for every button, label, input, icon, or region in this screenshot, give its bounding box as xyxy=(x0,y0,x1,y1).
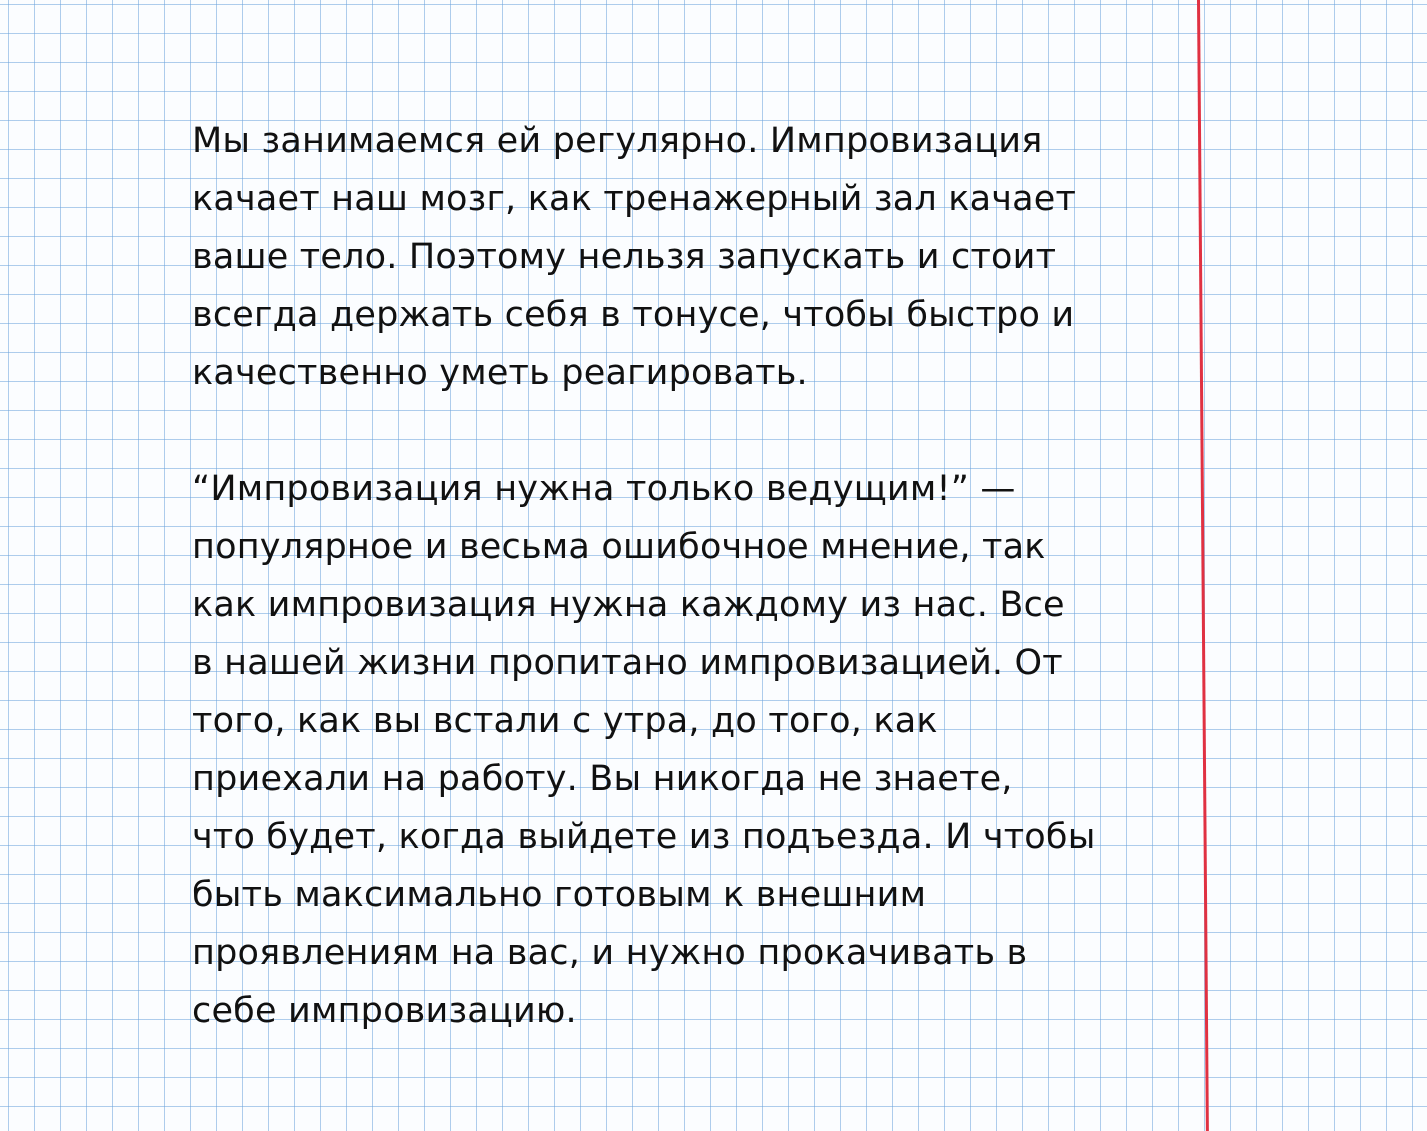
text-line: Мы занимаемся ей регулярно. Импровизация xyxy=(192,121,1043,161)
paragraph-1 xyxy=(192,112,1192,402)
text-line: себе импровизацию. xyxy=(192,991,577,1031)
text-line: популярное и весьма ошибочное мнение, так xyxy=(192,527,1046,567)
text-line: проявлениям на вас, и нужно прокачивать в xyxy=(192,933,1028,973)
text-line: того, как вы встали с утра, до того, как xyxy=(192,701,938,741)
paragraph-2 xyxy=(192,460,1192,1040)
text-line: быть максимально готовым к внешним xyxy=(192,875,927,915)
text-line: в нашей жизни пропитано импровизацией. От xyxy=(192,643,1063,683)
text-line: приехали на работу. Вы никогда не знаете, xyxy=(192,759,1013,799)
text-line: “Импровизация нужна только ведущим!” — xyxy=(192,469,1016,509)
text-line: качественно уметь реагировать. xyxy=(192,353,808,393)
text-line: как импровизация нужна каждому из нас. Все xyxy=(192,585,1065,625)
text-line: всегда держать себя в тонусе, чтобы быстро и xyxy=(192,295,1075,335)
red-margin-line xyxy=(1197,0,1209,1131)
text-line: что будет, когда выйдете из подъезда. И чтобы xyxy=(192,817,1096,857)
text-line: ваше тело. Поэтому нельзя запускать и стоит xyxy=(192,237,1057,277)
text-line: качает наш мозг, как тренажерный зал качает xyxy=(192,179,1077,219)
